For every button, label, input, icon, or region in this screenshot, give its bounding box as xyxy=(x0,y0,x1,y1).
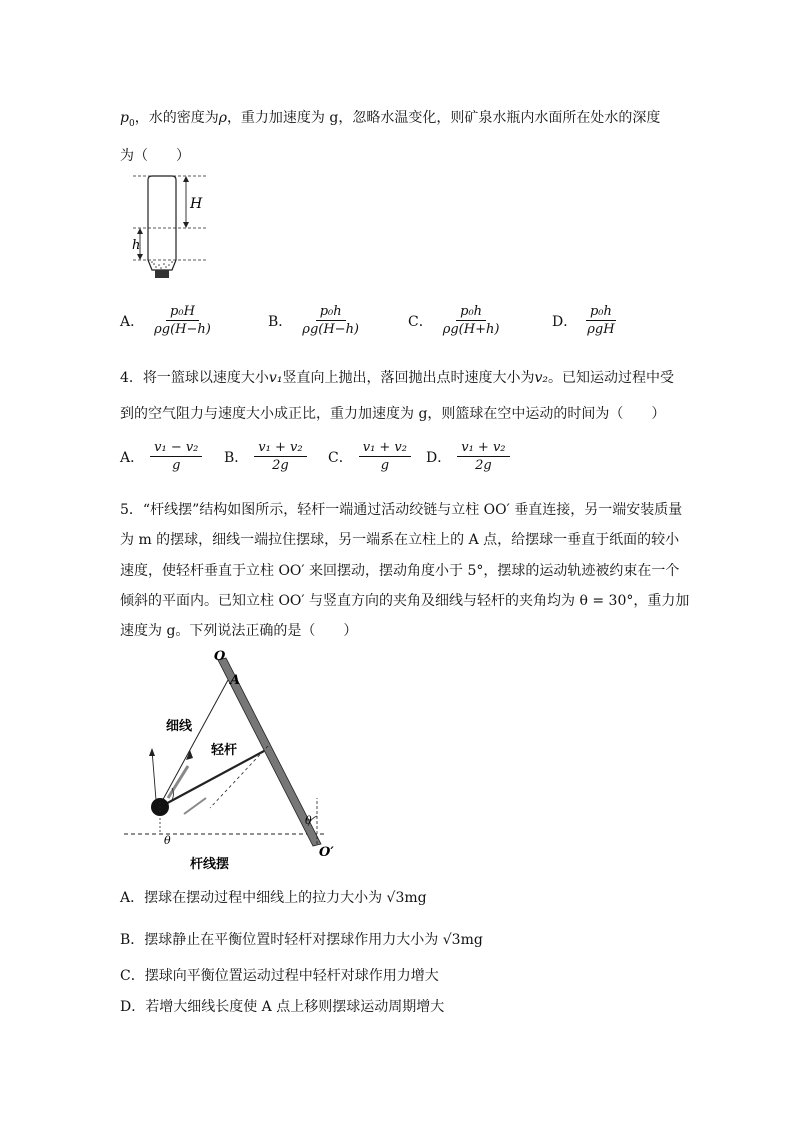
q3-options xyxy=(120,304,680,348)
q3-text-part1: ，水的密度为 xyxy=(134,110,219,126)
bottle-cap xyxy=(155,270,169,278)
bottle-outline xyxy=(148,176,176,270)
q5-text-line5: 速度为 g。下列说法正确的是（ ） xyxy=(120,623,358,639)
force-arrow xyxy=(152,750,156,800)
q4-text-part3: 。已知运动过程中受 xyxy=(547,370,674,386)
numerator: v₁ − v₂ xyxy=(150,440,202,457)
fraction xyxy=(439,304,504,337)
label-H: H xyxy=(190,196,203,212)
numerator: v₁ + v₂ xyxy=(254,440,306,457)
q4-option-d[interactable] xyxy=(426,440,510,473)
q3-option-a[interactable] xyxy=(120,304,215,337)
option-label: C． xyxy=(408,313,433,330)
q4-option-b[interactable] xyxy=(224,440,307,473)
rod-force-mark xyxy=(184,798,206,814)
option-label: B． xyxy=(224,449,249,466)
v2-symbol: v₂ xyxy=(534,370,548,386)
numerator: p₀h xyxy=(456,304,486,321)
v1-symbol: v₁ xyxy=(268,370,283,386)
denominator: ρg(H−h) xyxy=(302,322,360,337)
bottle-figure xyxy=(128,172,218,287)
rod-pendulum-figure xyxy=(118,648,358,873)
fraction xyxy=(359,440,411,473)
label-rod: 轻杆 xyxy=(211,743,238,758)
q5-option-b[interactable]: B．摆球静止在平衡位置时轻杆对摆球作用力大小为 √3mg xyxy=(120,932,483,948)
numerator: p₀H xyxy=(166,304,199,321)
q4-text-line2: 到的空气阻力与速度大小成正比，重力加速度为 g，则篮球在空中运动的时间为（ ） xyxy=(120,406,666,422)
fraction xyxy=(583,304,618,337)
fraction xyxy=(457,440,509,473)
q3-option-b[interactable] xyxy=(268,304,363,337)
fraction xyxy=(298,304,363,337)
p0-subscript: 0 xyxy=(128,118,135,129)
q5-option-d[interactable]: D．若增大细线长度使 A 点上移则摆球运动周期增大 xyxy=(120,999,445,1015)
q4-option-a[interactable] xyxy=(120,440,202,473)
q3-text-line1 xyxy=(120,108,660,134)
label-O-prime: O′ xyxy=(319,845,334,860)
q5-option-c[interactable]: C．摆球向平衡位置运动过程中轻杆对球作用力增大 xyxy=(120,968,439,984)
light-rod xyxy=(160,751,264,807)
q3-option-c[interactable] xyxy=(408,304,503,337)
q3-option-d[interactable] xyxy=(552,304,619,337)
denominator: 2g xyxy=(475,458,492,473)
q4-options xyxy=(120,440,540,484)
numerator: p₀h xyxy=(586,304,616,321)
q3-text-part2: ，重力加速度为 g，忽略水温变化，则矿泉水瓶内水面所在处水的深度 xyxy=(226,110,661,126)
q5-text-line3: 速度，使轻杆垂直于立柱 OO′ 来回摆动，摆动角度小于 5°，摆球的运动轨迹被约束在一个 xyxy=(120,563,680,579)
fraction xyxy=(254,440,306,473)
label-theta-pillar: θ xyxy=(305,814,312,827)
numerator: v₁ + v₂ xyxy=(457,440,509,457)
q5-text-line2: 为 m 的摆球，细线一端拉住摆球，另一端系在立柱上的 A 点，给摆球一垂直于纸面的较小 xyxy=(120,532,680,548)
option-label: A． xyxy=(120,449,145,466)
label-A: A xyxy=(230,673,241,688)
option-label: C． xyxy=(328,449,353,466)
label-O: O xyxy=(214,649,226,664)
q3-text-line2: 为（ ） xyxy=(120,148,190,164)
label-string: 细线 xyxy=(166,719,193,734)
q4-option-c[interactable] xyxy=(328,440,411,473)
q4-text-part2: 竖直向上抛出，落回抛出点时速度大小为 xyxy=(282,370,535,386)
denominator: ρg(H−h) xyxy=(154,322,211,337)
q4-text-line1 xyxy=(120,368,674,388)
numerator: p₀h xyxy=(316,304,346,321)
option-label: B． xyxy=(268,313,293,330)
q5-text-line4: 倾斜的平面内。已知立柱 OO′ 与竖直方向的夹角及细线与轻杆的夹角均为 θ = 30°，重力加 xyxy=(120,593,690,609)
water-dots xyxy=(151,261,173,269)
denominator: ρgH xyxy=(587,322,615,337)
q5-text-line1: 5．“杆线摆”结构如图所示，轻杆一端通过活动绞链与立柱 OO′ 垂直连接，另一端安装质量 xyxy=(120,502,683,518)
figure-caption: 杆线摆 xyxy=(190,857,230,872)
option-label: A． xyxy=(120,313,145,330)
denominator: g xyxy=(380,458,390,473)
denominator: ρg(H+h) xyxy=(442,322,500,337)
denominator: 2g xyxy=(272,458,289,473)
option-label: D． xyxy=(552,313,578,330)
option-label: D． xyxy=(426,449,452,466)
numerator: v₁ + v₂ xyxy=(359,440,411,457)
label-h: h xyxy=(132,238,141,253)
force-arrow-head xyxy=(149,748,155,756)
q5-option-a[interactable]: A．摆球在摆动过程中细线上的拉力大小为 √3mg xyxy=(120,890,427,906)
p0-symbol: p xyxy=(120,110,129,126)
q4-text-part1: 4．将一篮球以速度大小 xyxy=(120,370,269,386)
denominator: g xyxy=(172,458,181,473)
rho-symbol: ρ xyxy=(218,110,227,126)
fraction xyxy=(150,304,215,337)
label-theta-ball: θ xyxy=(164,834,171,847)
fraction xyxy=(150,440,202,473)
